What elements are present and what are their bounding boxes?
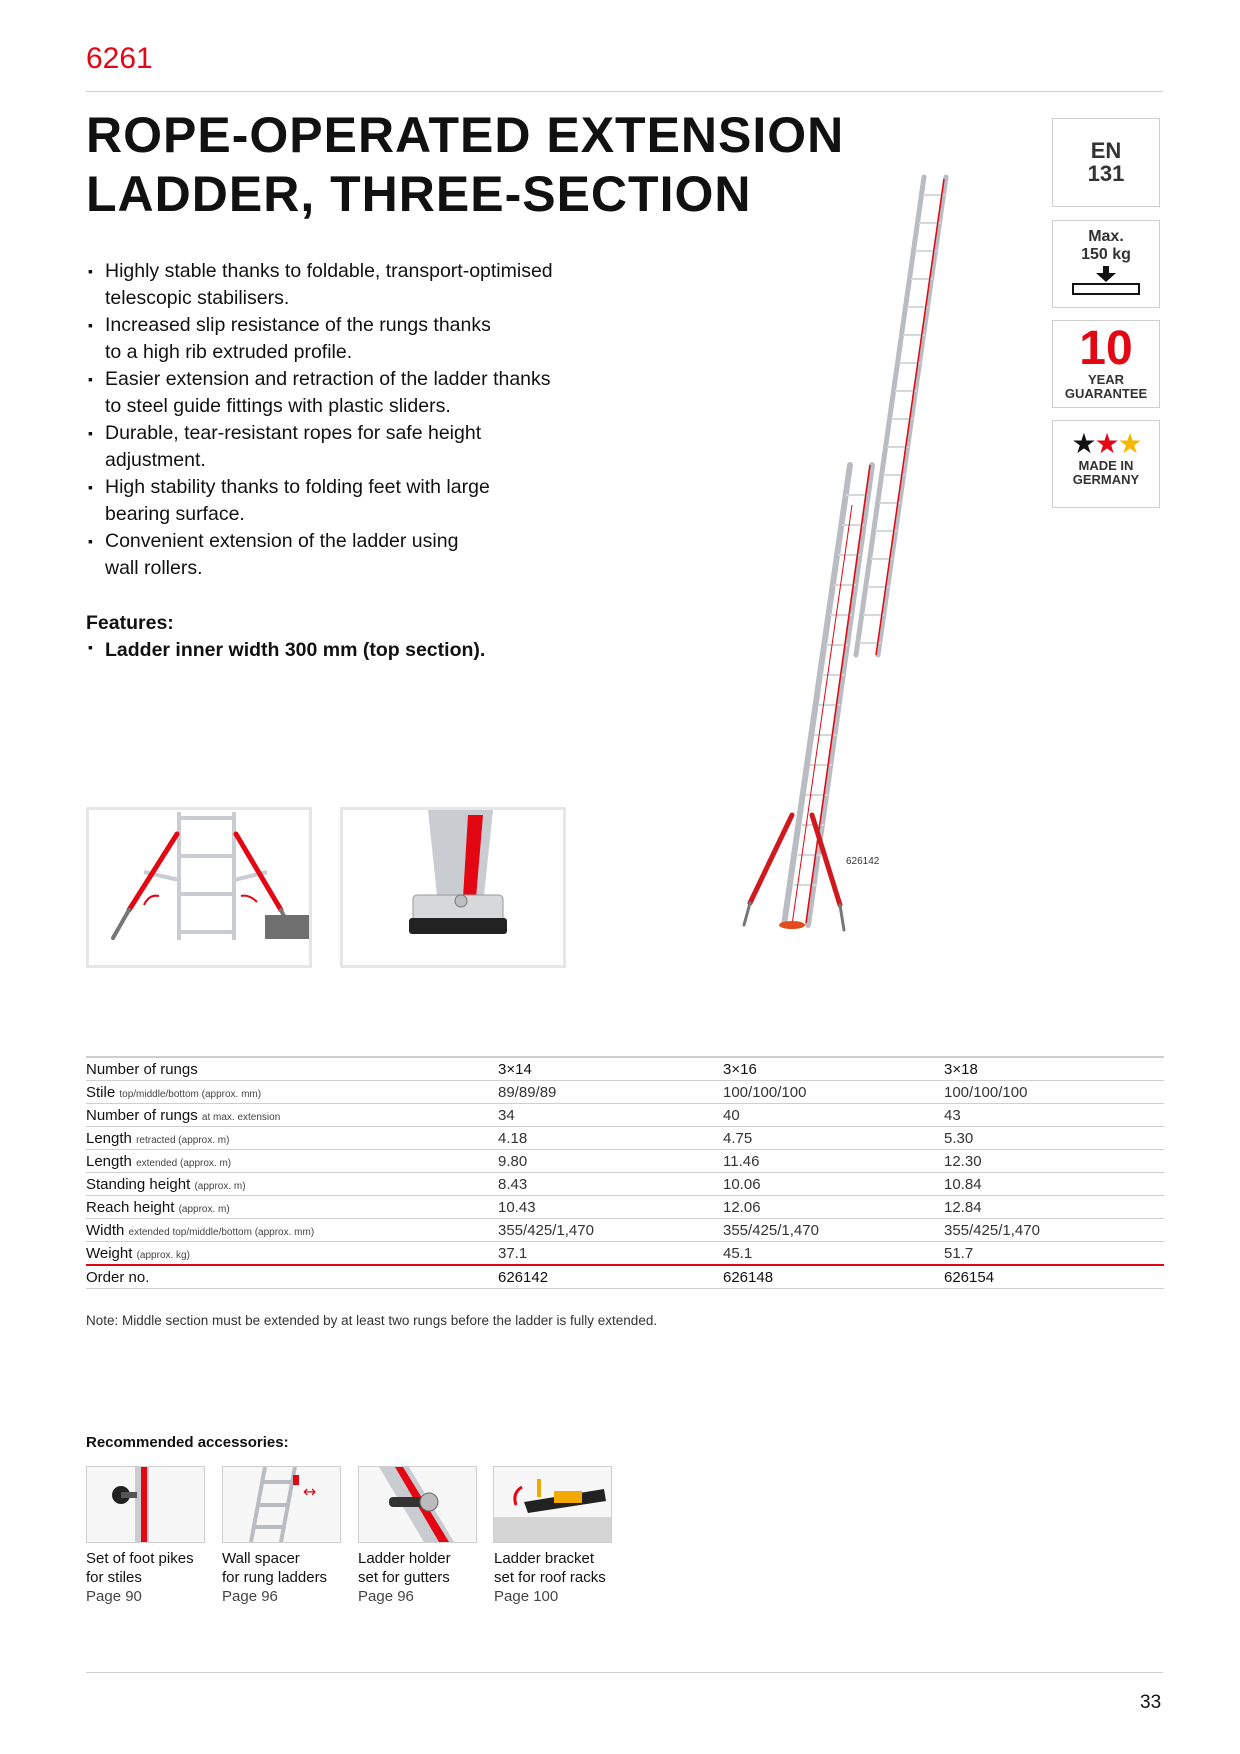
accessory-wall-spacer: Wall spacer for rung ladders Page 96: [222, 1550, 328, 1605]
stabiliser-detail-photo: [86, 807, 312, 968]
image-label: 626142: [846, 856, 880, 867]
order-number-row: Order no. 626142 626148 626154: [86, 1265, 1164, 1289]
svg-text:↔: ↔: [303, 1482, 317, 1501]
accessory-ladder-bracket: Ladder bracket set for roof racks Page 100: [494, 1550, 606, 1605]
table-row: Length retracted (approx. m) 4.18 4.75 5.30: [86, 1127, 1164, 1150]
title-line-1: ROPE-OPERATED EXTENSION: [86, 107, 845, 163]
benefit-item: ▪ Increased slip resistance of the rungs thanks to a high rib extruded profile.: [88, 312, 628, 366]
made-in-germany-badge: ★★★ MADE IN GERMANY: [1052, 420, 1160, 508]
en-131-badge: EN 131: [1052, 118, 1160, 207]
max-load-badge: Max. 150 kg: [1052, 220, 1160, 308]
guarantee-badge: 10 YEAR GUARANTEE: [1052, 320, 1160, 408]
benefit-item: ▪ Convenient extension of the ladder using wall rollers.: [88, 528, 628, 582]
benefit-item: ▪ Durable, tear-resistant ropes for safe height adjustment.: [88, 420, 628, 474]
note-text: Note: Middle section must be extended by at least two rungs before the ladder is fully extended.: [86, 1313, 658, 1328]
product-code: 6261: [86, 42, 153, 75]
accessory-ladder-holder: Ladder holder set for gutters Page 96: [358, 1550, 451, 1605]
accessory-foot-pikes: Set of foot pikes for stiles Page 90: [86, 1550, 194, 1605]
table-row: Reach height (approx. m) 10.43 12.06 12.84: [86, 1196, 1164, 1219]
table-row: Standing height (approx. m) 8.43 10.06 10.84: [86, 1173, 1164, 1196]
table-row: Stile top/middle/bottom (approx. mm) 89/89/89 100/100/100 100/100/100: [86, 1081, 1164, 1104]
ladder-illustration: [700, 165, 960, 935]
ladder-holder-thumbnail: [358, 1466, 477, 1543]
table-row: Number of rungs at max. extension 34 40 43: [86, 1104, 1164, 1127]
table-row: Weight (approx. kg) 37.1 45.1 51.7: [86, 1242, 1164, 1266]
foot-pikes-thumbnail: [86, 1466, 205, 1543]
features-list: [88, 639, 485, 662]
table-row: Length extended (approx. m) 9.80 11.46 12.30: [86, 1150, 1164, 1173]
feature-item: ▪ Ladder inner width 300 mm (top section).: [88, 639, 485, 662]
top-divider: [86, 91, 1163, 92]
benefit-item: ▪ Easier extension and retraction of the ladder thanks to steel guide fittings with plastic sliders.: [88, 366, 628, 420]
load-arrow-icon: [1071, 264, 1141, 296]
benefit-item: ▪ Highly stable thanks to foldable, transport-optimised telescopic stabilisers.: [88, 258, 628, 312]
ladder-bracket-thumbnail: [493, 1466, 612, 1543]
bottom-divider: [86, 1672, 1163, 1673]
table-row: Number of rungs 3×14 3×16 3×18: [86, 1057, 1164, 1081]
benefits-list: [88, 258, 628, 582]
german-flag-stars-icon: ★★★: [1071, 428, 1141, 459]
accessories-title: Recommended accessories:: [86, 1434, 289, 1451]
specifications-table: [86, 1056, 1164, 1289]
title-line-2: LADDER, THREE-SECTION: [86, 166, 752, 222]
table-row: Width extended top/middle/bottom (approx. mm) 355/425/1,470 355/425/1,470 355/425/1,470: [86, 1219, 1164, 1242]
wall-spacer-thumbnail: [222, 1466, 341, 1543]
benefit-item: ▪ High stability thanks to folding feet with large bearing surface.: [88, 474, 628, 528]
features-title: Features:: [86, 612, 174, 634]
foot-detail-photo: [340, 807, 566, 968]
page-number: 33: [1140, 1692, 1162, 1713]
